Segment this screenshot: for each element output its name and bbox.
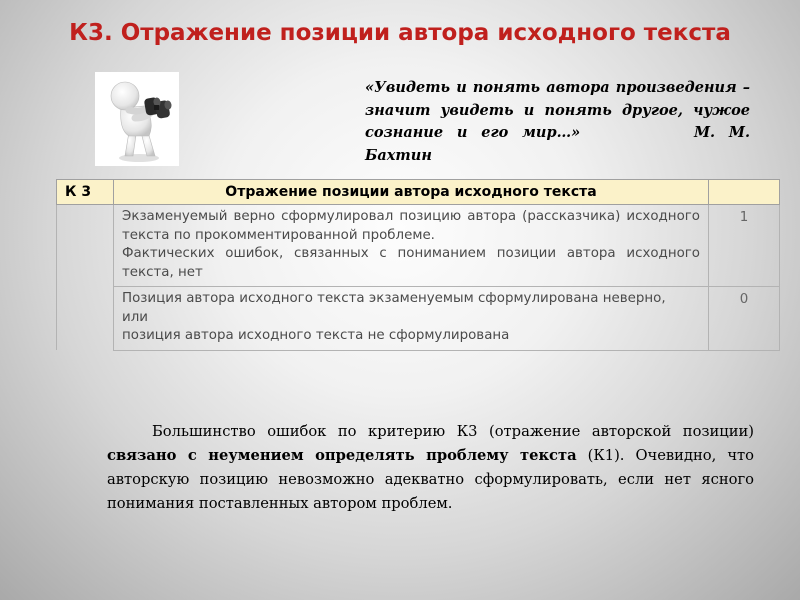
criterion-description [114, 205, 709, 287]
score-cell: 0 [709, 287, 780, 351]
figure-with-binoculars-icon [95, 72, 179, 166]
quote-author: М. М. Бахтин [365, 124, 751, 164]
criterion-code-header: К 3 [57, 180, 114, 205]
commentary-bold: связано с неумением определять проблему текста [107, 447, 577, 464]
bakhtin-quote [365, 77, 750, 167]
quote-text: «Увидеть и понять автора произведения – значит увидеть и понять другое, чужое сознание и его мир…» [365, 79, 750, 141]
commentary-part-1: Большинство ошибок по критерию К3 (отражение авторской позиции) [152, 423, 754, 440]
criterion-line: позиция автора исходного текста не сформулирована [122, 328, 510, 343]
table-row [57, 287, 780, 351]
criterion-line: Фактических ошибок, связанных с пониманием позиции автора исходного текста, нет [122, 246, 700, 280]
score-cell: 1 [709, 205, 780, 287]
table-row [57, 205, 780, 287]
commentary-paragraph [107, 420, 754, 516]
score-header [709, 180, 780, 205]
criterion-title-header: Отражение позиции автора исходного текста [114, 180, 709, 205]
code-cell-empty [57, 205, 114, 351]
commentary-part-2: (К1). Очевидно, что авторскую позицию невозможно адекватно сформулировать, если нет ясного понимания поставленных автором проблем. [107, 447, 754, 512]
criterion-line: Позиция автора исходного текста экзаменуемым сформулирована неверно, [122, 291, 666, 306]
criterion-line: Экзаменуемый верно сформулировал позицию автора (рассказчика) исходного текста по прокомментированной проблеме. [122, 209, 700, 243]
criteria-table [56, 179, 780, 351]
criterion-description [114, 287, 709, 351]
slide-title: К3. Отражение позиции автора исходного текста [69, 20, 731, 46]
criterion-line: или [122, 309, 148, 325]
table-header-row [57, 180, 780, 205]
